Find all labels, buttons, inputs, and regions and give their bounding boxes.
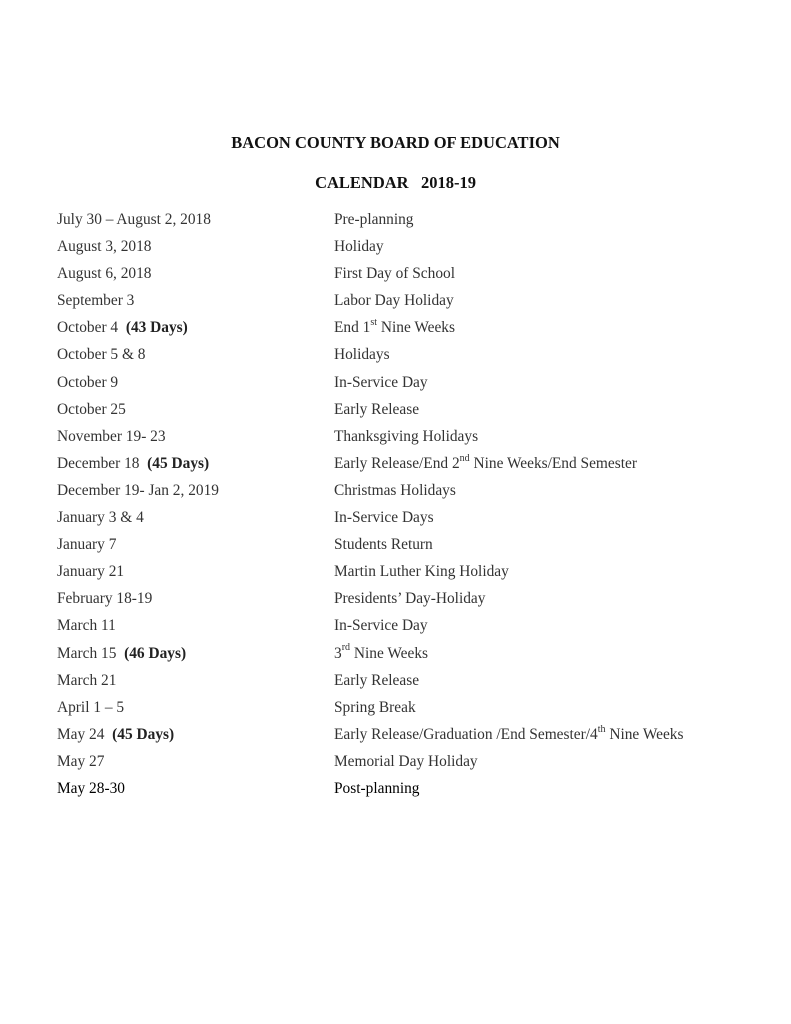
event-text: Holiday [334,238,384,256]
calendar-event [334,454,637,474]
calendar-date [57,644,186,664]
event-text-continued: Nine Weeks [350,644,429,662]
calendar-row [57,454,757,481]
event-text: Christmas Holidays [334,481,456,499]
calendar-event [334,779,420,799]
date-text: October 5 & 8 [57,346,146,364]
calendar-row [57,562,757,589]
calendar-date [57,345,145,365]
event-text: First Day of School [334,265,455,283]
day-count: (46 Days) [124,644,187,662]
calendar-row [57,481,757,508]
calendar-date [57,698,124,718]
calendar-date [57,373,118,393]
event-text: Labor Day Holiday [334,292,454,310]
calendar-row [57,237,757,264]
date-text: November 19- 23 [57,427,166,445]
calendar-date [57,562,124,582]
calendar-date [57,454,209,474]
calendar-date [57,427,166,447]
event-text: Early Release/End 2 [334,454,460,472]
calendar-date [57,589,152,609]
calendar-row [57,400,757,427]
calendar-date [57,318,188,338]
event-text: Students Return [334,536,433,554]
calendar-row [57,671,757,698]
calendar-date [57,264,152,284]
ordinal-suffix: nd [459,452,470,464]
date-text: July 30 – August 2, 2018 [57,211,211,228]
calendar-event [334,264,455,284]
calendar-event [334,671,419,691]
calendar-event [334,508,434,528]
calendar-row [57,535,757,562]
calendar-row [57,698,757,725]
calendar-row [57,373,757,400]
calendar-event [334,562,509,582]
date-text: May 28-30 [57,779,125,797]
calendar-event [334,698,416,718]
calendar-row [57,725,757,752]
calendar-event [334,725,683,745]
ordinal-suffix: st [370,317,378,329]
calendar-date [57,210,211,230]
calendar-date [57,752,104,772]
event-text: 3 [334,644,342,662]
calendar-date [57,535,116,555]
calendar-event [334,589,485,609]
event-text: Post-planning [334,779,420,797]
event-text: In-Service Day [334,373,428,391]
event-text: Memorial Day Holiday [334,752,478,770]
date-text: January 21 [57,563,125,581]
calendar-date [57,400,126,420]
event-text: Spring Break [334,698,416,716]
date-text: May 24 [57,725,113,743]
calendar-date [57,671,116,691]
document-subtitle: CALENDAR 2018-19 [315,173,476,192]
date-text: September 3 [57,292,135,310]
date-text: March 21 [57,671,117,689]
date-text: January 7 [57,536,117,554]
event-text: Presidents’ Day-Holiday [334,590,486,608]
day-count: (45 Days) [147,454,210,472]
date-text: March 11 [57,617,116,635]
event-text: Early Release/Graduation /End Semester/4 [334,725,598,743]
event-text: In-Service Days [334,509,434,527]
calendar-row [57,291,757,318]
calendar-row [57,589,757,616]
date-text: October 4 [57,319,126,337]
calendar-event [334,373,428,393]
calendar-event [334,237,384,257]
date-text: August 3, 2018 [57,238,152,256]
calendar-event [334,427,478,447]
event-text-continued: Nine Weeks [605,725,684,743]
calendar-row [57,427,757,454]
calendar-row [57,345,757,372]
calendar-event [334,210,414,230]
calendar-row [57,616,757,643]
calendar-event [334,752,478,772]
event-text: In-Service Day [334,617,428,635]
date-text: August 6, 2018 [57,265,152,283]
calendar-event [334,318,455,338]
date-text: December 19- Jan 2, 2019 [57,481,219,499]
document-title: BACON COUNTY BOARD OF EDUCATION [231,133,560,152]
calendar-row [57,644,757,671]
event-text: Early Release [334,400,420,418]
calendar-row [57,318,757,345]
event-text: End 1 [334,319,371,337]
ordinal-suffix: th [597,723,606,735]
calendar-date [57,508,144,528]
calendar-row [57,779,757,806]
calendar-date [57,616,116,636]
date-text: April 1 – 5 [57,698,125,716]
event-text: Martin Luther King Holiday [334,563,509,581]
date-text: February 18-19 [57,590,153,608]
calendar-event [334,291,454,311]
calendar-event [334,644,428,664]
calendar-event [334,345,390,365]
calendar-event [334,481,456,501]
ordinal-suffix: rd [341,642,351,654]
date-text: October 25 [57,400,126,418]
calendar-event [334,616,428,636]
calendar-date [57,237,152,257]
calendar-date [57,725,174,745]
date-text: October 9 [57,373,119,391]
calendar-date [57,779,125,799]
date-text: December 18 [57,454,148,472]
event-text: Early Release [334,671,420,689]
calendar-date [57,481,219,501]
calendar-row [57,752,757,779]
date-text: January 3 & 4 [57,509,144,527]
date-text: March 15 [57,644,125,662]
event-text-continued: Nine Weeks/End Semester [469,454,637,472]
day-count: (43 Days) [125,319,188,337]
calendar-event [334,400,419,420]
event-text: Holidays [334,346,390,364]
day-count: (45 Days) [112,725,175,743]
calendar-date [57,291,134,311]
calendar-list [57,210,757,806]
calendar-row [57,264,757,291]
calendar-row [57,210,757,237]
event-text: Pre-planning [334,211,414,228]
event-text: Thanksgiving Holidays [334,427,479,445]
event-text-continued: Nine Weeks [377,319,455,337]
date-text: May 27 [57,752,105,770]
calendar-row [57,508,757,535]
calendar-event [334,535,433,555]
